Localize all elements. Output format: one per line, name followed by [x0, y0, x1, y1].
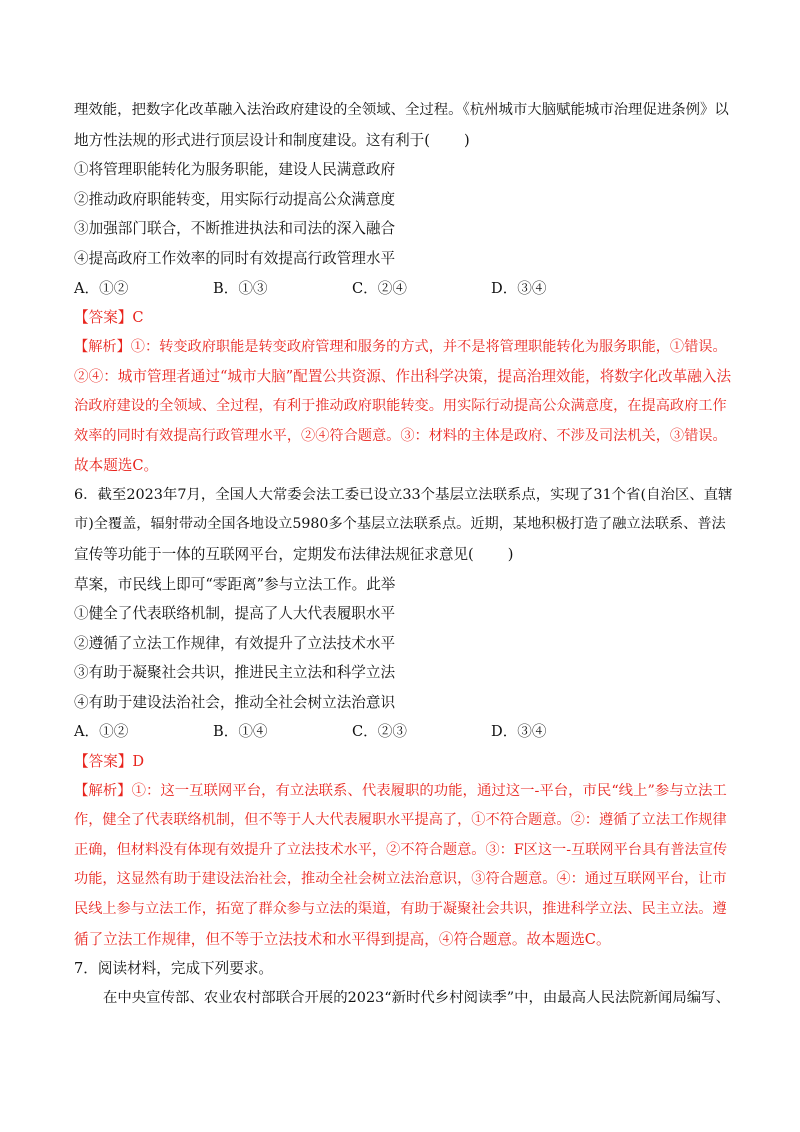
document-body [74, 96, 734, 1013]
q6-item-4: ④有助于建设法治社会，推动全社会树立法治意识 [74, 693, 396, 711]
q6-stem-text: 宣传等功能于一体的互联网平台，定期发布法律法规征求意见( [74, 545, 474, 563]
q5-item-2: ②推动政府职能转变，用实际行动提高公众满意度 [74, 190, 396, 208]
q5-stem-line-1: 理效能，把数字化改革融入法治政府建设的全领域、全过程。《杭州城市大脑赋能城市治理促进条例》以 [74, 102, 729, 118]
q6-option-b: B．①④ [213, 723, 268, 741]
q5-option-c: C．②④ [352, 279, 407, 297]
q5-analysis-line-1: 【解析】①：转变政府职能是转变政府管理和服务的方式，并不是将管理职能转化为服务职能，①错误。 [74, 338, 727, 355]
q5-analysis-line-2: ②④：城市管理者通过“城市大脑”配置公共资源、作出科学决策，提高治理效能，将数字化改革融入法 [74, 368, 732, 386]
q6-stem-close: ) [507, 545, 514, 563]
q6-analysis-line-2: 作，健全了代表联络机制，但不等于人大代表履职水平提高了，①不符合题意。②：遵循了立法工作规律 [74, 812, 727, 829]
q7-material: 在中央宣传部、农业农村部联合开展的2023“新时代乡村阅读季”中，由最高人民法院新闻局编写、 [103, 989, 730, 1006]
q5-item-3: ③加强部门联合，不断推进执法和司法的深入融合 [74, 220, 396, 238]
q5-analysis-line-4: 效率的同时有效提高行政管理水平，②④符合题意。③：材料的主体是政府、不涉及司法机关，③错误。 [74, 427, 727, 444]
q5-option-b: B．①③ [213, 279, 268, 297]
q6-stem-line-2: 市)全覆盖，辐射带动全国各地设立5980多个基层立法联系点。近期，某地积极打造了融立法联系、普法 [74, 516, 726, 533]
q6-stem-line-1: 6．截至2023年7月，全国人大常委会法工委已设立33个基层立法联系点，实现了31个省(自治区、直辖 [74, 486, 733, 503]
q5-stem-text: 地方性法规的形式进行顶层设计和制度建设。这有利于( [74, 131, 430, 149]
q6-item-1: ①健全了代表联络机制，提高了人大代表履职水平 [74, 605, 396, 623]
q6-analysis-line-1: 【解析】①：这一互联网平台，有立法联系、代表履职的功能，通过这一-平台，市民“线上”参与立法工 [74, 782, 727, 799]
q5-stem-close: ) [463, 131, 470, 149]
q5-analysis-line-5: 故本题选C。 [74, 457, 159, 475]
q7-stem: 7．阅读材料，完成下列要求。 [74, 960, 274, 978]
q6-option-d: D．③④ [491, 723, 547, 741]
q6-analysis-line-6: 循了立法工作规律，但不等于立法技术和水平得到提高，④符合题意。故本题选C。 [74, 930, 611, 948]
q5-option-d: D．③④ [491, 279, 547, 297]
q5-stem-line-2 [74, 126, 734, 156]
q6-option-c: C．②③ [352, 723, 407, 741]
q5-option-a: A．①② [74, 279, 129, 297]
q6-item-2: ②遵循了立法工作规律，有效提升了立法技术水平 [74, 634, 396, 652]
q6-analysis-line-4: 功能，这显然有助于建设法治社会，推动全社会树立法治意识，③符合题意。④：通过互联网平台，让市 [74, 871, 727, 888]
q6-item-3: ③有助于凝聚社会共识，推进民主立法和科学立法 [74, 664, 396, 682]
q5-item-1: ①将管理职能转化为服务职能，建设人民满意政府 [74, 161, 396, 179]
q5-analysis-line-3: 治政府建设的全领域、全过程，有利于推动政府职能转变。用实际行动提高公众满意度，在提高政府工作 [74, 397, 727, 414]
q6-answer: 【答案】D [74, 753, 145, 771]
q6-stem-line-4: 草案，市民线上即可“零距离”参与立法工作。此举 [74, 575, 396, 593]
q6-option-a: A．①② [74, 723, 129, 741]
q5-item-4: ④提高政府工作效率的同时有效提高行政管理水平 [74, 249, 396, 267]
q6-analysis-line-5: 民线上参与立法工作，拓宽了群众参与立法的渠道，有助于凝聚社会共识，推进科学立法、民主立法。遵 [74, 901, 727, 918]
q6-analysis-line-3: 正确，但材料没有体现有效提升了立法技术水平，②不符合题意。③：F区这一-互联网平台具有普法宣传 [74, 841, 728, 858]
q5-answer: 【答案】C [74, 309, 144, 327]
q5-options [74, 274, 734, 304]
q6-options [74, 717, 734, 747]
q6-stem-line-3 [74, 540, 734, 570]
